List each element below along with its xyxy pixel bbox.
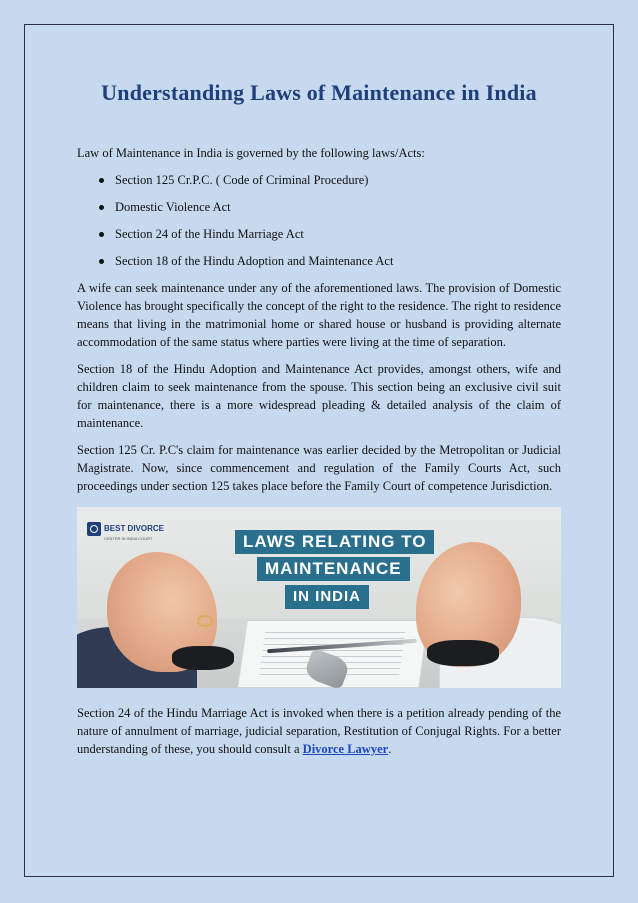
car-key-left-icon bbox=[172, 646, 234, 670]
best-divorce-logo bbox=[87, 519, 171, 539]
banner-line-2: MAINTENANCE bbox=[257, 557, 410, 581]
logo-wordmark bbox=[104, 518, 164, 541]
list-item bbox=[77, 171, 561, 189]
act-label: Section 125 Cr.P.C. ( Code of Criminal Procedure) bbox=[115, 173, 369, 187]
logo-text: BEST DIVORCE bbox=[104, 523, 165, 533]
act-label: Section 24 of the Hindu Marriage Act bbox=[115, 227, 304, 241]
document-body bbox=[77, 144, 561, 767]
act-label: Section 18 of the Hindu Adoption and Maintenance Act bbox=[115, 254, 394, 268]
list-item bbox=[77, 252, 561, 270]
logo-subtext: CENTER IN INDIA COURT bbox=[104, 535, 153, 541]
list-item bbox=[77, 198, 561, 216]
bullet-icon bbox=[99, 259, 104, 264]
car-key-right-icon bbox=[427, 640, 499, 666]
document-title: Understanding Laws of Maintenance in India bbox=[101, 80, 537, 105]
ring-icon bbox=[197, 615, 213, 627]
bullet-icon bbox=[99, 205, 104, 210]
bullet-icon bbox=[99, 178, 104, 183]
maintenance-banner-image bbox=[77, 507, 561, 688]
acts-list bbox=[77, 171, 561, 270]
logo-icon bbox=[87, 522, 101, 536]
banner-line-1: LAWS RELATING TO bbox=[235, 530, 434, 554]
divorce-lawyer-link[interactable]: Divorce Lawyer bbox=[302, 742, 389, 756]
bullet-icon bbox=[99, 232, 104, 237]
closing-period: . bbox=[388, 742, 392, 756]
list-item bbox=[77, 225, 561, 243]
banner-line-3: IN INDIA bbox=[285, 585, 369, 609]
closing-text: Section 24 of the Hindu Marriage Act is invoked when there is a petition already pending of the nature of annulment of marriage, judicial separation, Restitution of Conjugal Rights. For a better understanding of these, you should consult a bbox=[77, 706, 561, 756]
intro-text: Law of Maintenance in India is governed by the following laws/Acts: bbox=[77, 146, 425, 160]
paragraph-section-125: Section 125 Cr. P.C's claim for maintenance was earlier decided by the Metropolitan or Judicial Magistrate. Now, since commencement and regulation of the Family Courts Act, such proceedings under section 125 takes place before the Family Court of competence Jurisdiction. bbox=[77, 443, 561, 493]
act-label: Domestic Violence Act bbox=[115, 200, 231, 214]
paragraph-section-24 bbox=[77, 704, 561, 758]
paragraph-section-18: Section 18 of the Hindu Adoption and Maintenance Act provides, amongst others, wife and children claim to seek maintenance from the spouse. This section being an exclusive civil suit for maintenance, there is a more widespread pleading & detailed analysis of the claim of maintenance. bbox=[77, 362, 561, 430]
paragraph-residence: A wife can seek maintenance under any of the aforementioned laws. The provision of Domestic Violence has brought specifically the concept of the right to the residence. The right to residence means that living in the matrimonial home or shared house or husband is providing alternate accommodation of the same status where parties were living at the time of separation. bbox=[77, 281, 561, 349]
